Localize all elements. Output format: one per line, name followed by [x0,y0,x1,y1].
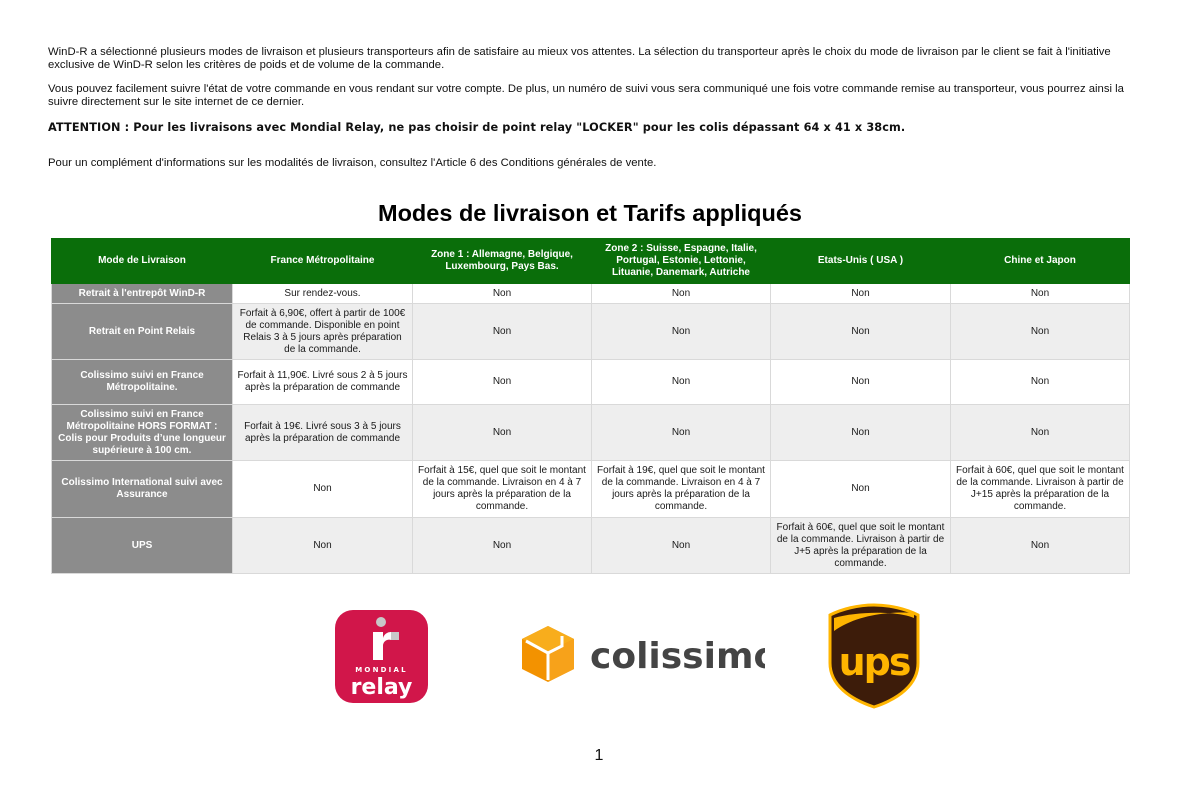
cell-france: Sur rendez-vous. [233,284,413,304]
cell-zone1: Forfait à 15€, quel que soit le montant de la commande. Livraison en 4 à 7 jours après la préparation de la commande. [413,461,592,518]
cell-france: Forfait à 6,90€, offert à partir de 100€ de commande. Disponible en point Relais 3 à 5 jours après préparation de la commande. [233,304,413,360]
cell-zone1: Non [413,360,592,405]
colissimo-box-icon [520,622,765,692]
carrier-logos [0,600,1200,715]
header-china-japan: Chine et Japon [951,239,1130,284]
cell-france: Forfait à 11,90€. Livré sous 2 à 5 jours après la préparation de commande [233,360,413,405]
svg-text:MONDIAL: MONDIAL [355,666,408,674]
svg-text:relay: relay [350,675,413,700]
table-header-row [52,239,1130,284]
table-row [52,405,1130,461]
ups-logo [828,603,920,709]
header-mode: Mode de Livraison [52,239,233,284]
cell-usa: Non [771,284,951,304]
mondial-relay-icon [335,610,428,703]
table-row [52,518,1130,574]
table-row [52,461,1130,518]
cell-zone2: Non [592,518,771,574]
row-mode-label: UPS [52,518,233,574]
cell-usa: Non [771,360,951,405]
intro-paragraph-carriers: WinD-R a sélectionné plusieurs modes de livraison et plusieurs transporteurs afin de satisfaire au mieux vos attentes. La sélection du transporteur après le choix du mode de livraison par le client se fait à l'initiative exclusive de WinD-R selon les critères de poids et de volume de la commande. [48,46,1111,71]
header-usa: Etats-Unis ( USA ) [771,239,951,284]
cell-china-japan: Non [951,360,1130,405]
cell-zone2: Non [592,360,771,405]
cell-china-japan: Non [951,405,1130,461]
mondial-relay-logo [335,610,428,703]
header-zone2: Zone 2 : Suisse, Espagne, Italie, Portugal, Estonie, Lettonie, Lituanie, Danemark, Autriche [592,239,771,284]
cell-zone1: Non [413,518,592,574]
cell-china-japan: Non [951,304,1130,360]
intro-paragraph-tracking: Vous pouvez facilement suivre l'état de votre commande en vous rendant sur votre compte. De plus, un numéro de suivi vous sera communiqué une fois votre commande remise au transporteur, vous pourrez ainsi la suivre directement sur le site internet de ce dernier. [48,83,1124,108]
row-mode-label: Colissimo suivi en France Métropolitaine HORS FORMAT : Colis pour Produits d’une longueur supérieure à 100 cm. [52,405,233,461]
row-mode-label: Retrait en Point Relais [52,304,233,360]
table-row [52,284,1130,304]
header-zone1: Zone 1 : Allemagne, Belgique, Luxembourg, Pays Bas. [413,239,592,284]
cell-usa: Non [771,461,951,518]
row-mode-label: Retrait à l'entrepôt WinD-R [52,284,233,304]
cell-zone2: Non [592,284,771,304]
page-number: 1 [594,747,604,764]
cell-zone1: Non [413,284,592,304]
intro-paragraph-cgv: Pour un complément d'informations sur les modalités de livraison, consultez l'Article 6 des Conditions générales de vente. [48,157,657,169]
cell-china-japan: Non [951,518,1130,574]
cell-zone1: Non [413,304,592,360]
cell-zone2: Non [592,304,771,360]
colissimo-logo [520,622,765,692]
svg-text:colissimo: colissimo [590,636,765,677]
table-title: Modes de livraison et Tarifs appliqués [378,200,802,226]
cell-china-japan: Forfait à 60€, quel que soit le montant de la commande. Livraison à partir de J+15 après la préparation de la commande. [951,461,1130,518]
cell-france: Forfait à 19€. Livré sous 3 à 5 jours après la préparation de commande [233,405,413,461]
cell-zone1: Non [413,405,592,461]
ups-shield-icon [828,603,920,709]
row-mode-label: Colissimo International suivi avec Assurance [52,461,233,518]
cell-usa: Non [771,304,951,360]
cell-zone2: Forfait à 19€, quel que soit le montant de la commande. Livraison en 4 à 7 jours après la préparation de la commande. [592,461,771,518]
cell-usa: Non [771,405,951,461]
table-row [52,304,1130,360]
cell-usa: Forfait à 60€, quel que soit le montant de la commande. Livraison à partir de J+5 après la préparation de la commande. [771,518,951,574]
cell-france: Non [233,518,413,574]
cell-china-japan: Non [951,284,1130,304]
cell-zone2: Non [592,405,771,461]
svg-text:ups: ups [838,640,910,684]
shipping-rates-table [51,238,1130,574]
row-mode-label: Colissimo suivi en France Métropolitaine. [52,360,233,405]
cell-france: Non [233,461,413,518]
header-france: France Métropolitaine [233,239,413,284]
warning-locker: ATTENTION : Pour les livraisons avec Mondial Relay, ne pas choisir de point relay "LOCKER" pour les colis dépassant 64 x 41 x 38cm. [48,121,906,134]
table-row [52,360,1130,405]
